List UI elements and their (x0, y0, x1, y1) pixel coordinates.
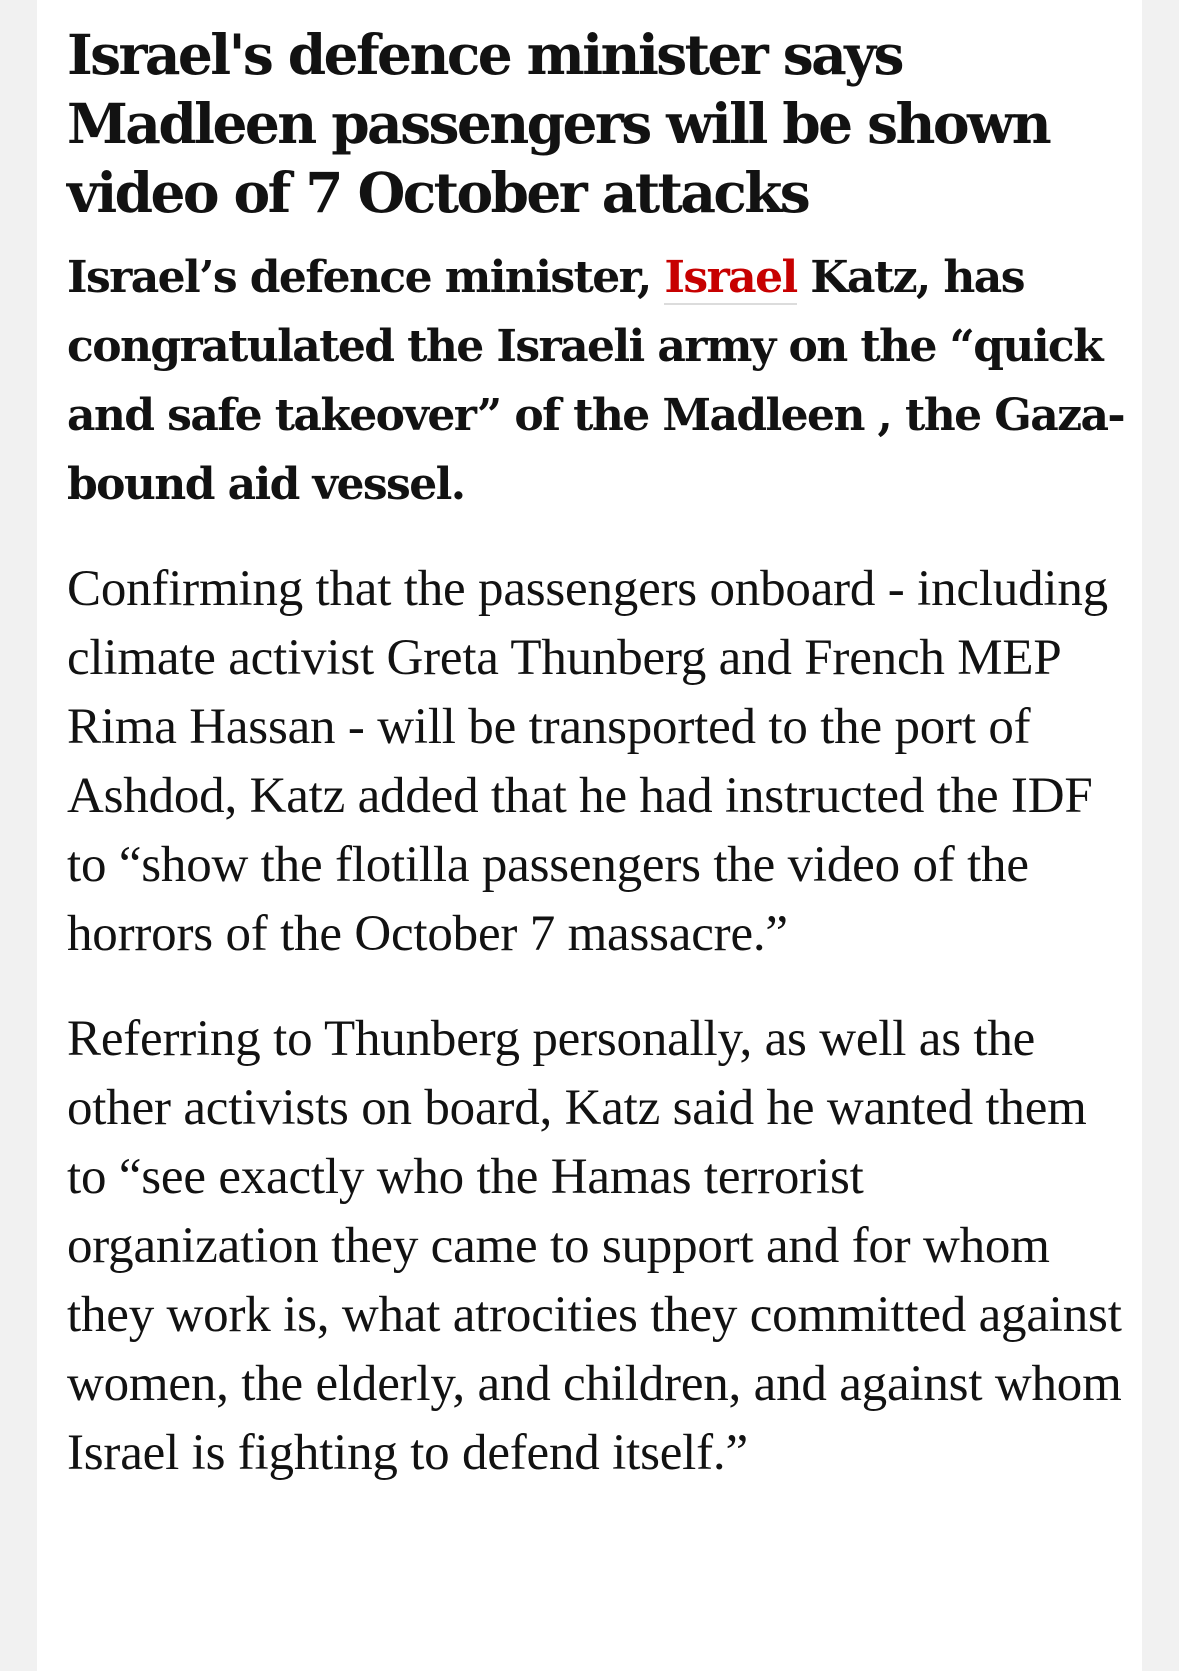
body-paragraph-2: Referring to Thunberg personally, as well as the other activists on board, Katz said he wanted them to “see exactly who the Hamas terrorist organization they came to support and for whom they work is, what atrocities they committed against women, the elderly, and children, and against whom Israel is fighting to defend itself.” (67, 1011, 1122, 1481)
body-paragraph-1: Confirming that the passengers onboard - including climate activist Greta Thunberg and French MEP Rima Hassan - will be transported to the port of Ashdod, Katz added that he had instructed the IDF to “show the flotilla passengers the video of the horrors of the October 7 massacre.” (67, 561, 1108, 962)
standfirst (67, 243, 1127, 519)
article-content (67, 20, 1127, 1488)
standfirst-text-start: Israel’s defence minister, (67, 252, 665, 303)
israel-tag-link[interactable]: Israel (664, 252, 797, 303)
headline: Israel's defence minister says Madleen passengers will be shown video of 7 October attacks (67, 22, 1050, 225)
article-page (37, 0, 1142, 1671)
standfirst-text-end: Katz, has congratulated the Israeli army on the “quick and safe takeover” of the Madleen , the Gaza-bound aid vessel. (67, 252, 1125, 510)
